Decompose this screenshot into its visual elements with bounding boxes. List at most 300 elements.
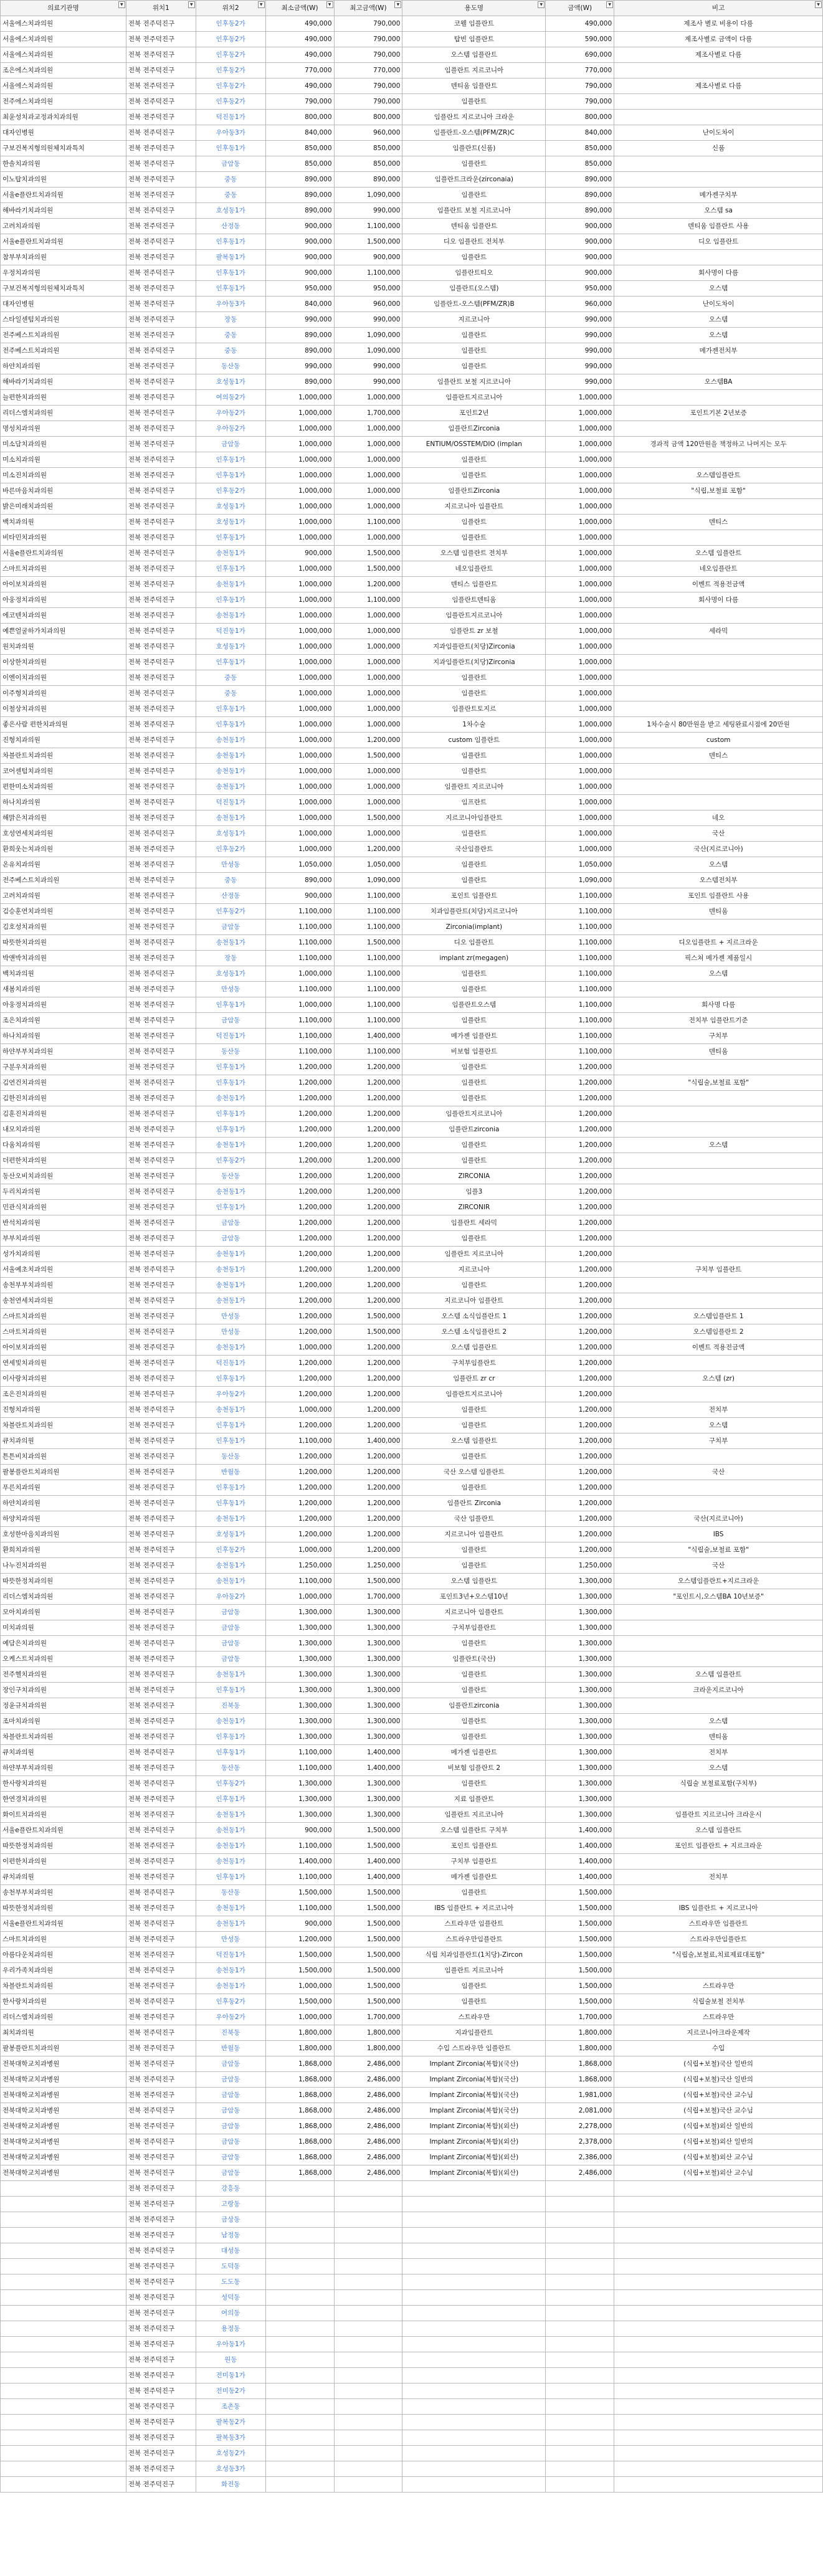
item-name-cell[interactable]: 지르코니아 bbox=[402, 312, 546, 328]
item-name-cell[interactable]: 코웰 임플란트 bbox=[402, 16, 546, 32]
item-name-cell[interactable]: 임플란트 bbox=[402, 982, 546, 997]
item-name-cell[interactable]: 임플란트 bbox=[402, 530, 546, 546]
min-price-cell[interactable]: 770,000 bbox=[265, 63, 334, 78]
min-price-cell[interactable]: 1,000,000 bbox=[265, 779, 334, 795]
max-price-cell[interactable]: 1,200,000 bbox=[334, 1293, 402, 1309]
min-price-cell[interactable]: 1,200,000 bbox=[265, 1449, 334, 1465]
location2-cell[interactable]: 금암동 bbox=[196, 2134, 265, 2150]
location2-cell[interactable]: 송천동1가 bbox=[196, 1901, 265, 1916]
min-price-cell[interactable]: 1,500,000 bbox=[265, 1947, 334, 1963]
min-price-cell[interactable] bbox=[265, 2228, 334, 2243]
min-price-cell[interactable]: 1,500,000 bbox=[265, 1963, 334, 1979]
note-cell[interactable] bbox=[614, 1293, 823, 1309]
max-price-cell[interactable]: 1,000,000 bbox=[334, 452, 402, 468]
location2-cell[interactable]: 인후동1가 bbox=[196, 1200, 265, 1215]
location1-cell[interactable]: 전북 전주덕진구 bbox=[126, 1480, 196, 1496]
facility-name-cell[interactable]: 전주베스트치과의원 bbox=[1, 328, 126, 343]
item-name-cell[interactable]: 비보험 임플란트 2 bbox=[402, 1761, 546, 1776]
location1-cell[interactable]: 전북 전주덕진구 bbox=[126, 1714, 196, 1729]
max-price-cell[interactable]: 1,500,000 bbox=[334, 546, 402, 561]
item-name-cell[interactable]: 임플란트 bbox=[402, 1418, 546, 1433]
min-price-cell[interactable]: 1,000,000 bbox=[265, 701, 334, 717]
location1-cell[interactable]: 전북 전주덕진구 bbox=[126, 1106, 196, 1122]
max-price-cell[interactable]: 1,500,000 bbox=[334, 1916, 402, 1932]
min-price-cell[interactable]: 890,000 bbox=[265, 188, 334, 203]
location2-cell[interactable]: 만성동 bbox=[196, 1324, 265, 1340]
price-cell[interactable] bbox=[546, 2368, 614, 2384]
item-name-cell[interactable]: 임플란트 지르코니아 bbox=[402, 779, 546, 795]
note-cell[interactable]: 식립술 보철료포함(구치부) bbox=[614, 1776, 823, 1792]
location1-cell[interactable]: 전북 전주덕진구 bbox=[126, 2384, 196, 2399]
location2-cell[interactable]: 인후동1가 bbox=[196, 561, 265, 577]
max-price-cell[interactable] bbox=[334, 2259, 402, 2274]
facility-name-cell[interactable] bbox=[1, 2306, 126, 2321]
location2-cell[interactable]: 도도동 bbox=[196, 2274, 265, 2290]
max-price-cell[interactable] bbox=[334, 2274, 402, 2290]
note-cell[interactable] bbox=[614, 1854, 823, 1870]
price-cell[interactable]: 990,000 bbox=[546, 374, 614, 390]
note-cell[interactable]: 회사명이 다름 bbox=[614, 592, 823, 608]
facility-name-cell[interactable]: 이철상치과의원 bbox=[1, 701, 126, 717]
item-name-cell[interactable]: 구치부임플란트 bbox=[402, 1356, 546, 1371]
note-cell[interactable] bbox=[614, 390, 823, 406]
facility-name-cell[interactable]: 하얀부부치과의원 bbox=[1, 1761, 126, 1776]
location1-cell[interactable]: 전북 전주덕진구 bbox=[126, 406, 196, 421]
min-price-cell[interactable]: 1,100,000 bbox=[265, 1761, 334, 1776]
item-name-cell[interactable]: 메가젠 임플란트 bbox=[402, 1029, 546, 1044]
min-price-cell[interactable]: 1,000,000 bbox=[265, 1589, 334, 1605]
location2-cell[interactable]: 송천동1가 bbox=[196, 1854, 265, 1870]
facility-name-cell[interactable] bbox=[1, 2274, 126, 2290]
location2-cell[interactable]: 인후동2가 bbox=[196, 16, 265, 32]
location2-cell[interactable]: 우아동2가 bbox=[196, 406, 265, 421]
location1-cell[interactable]: 전북 전주덕진구 bbox=[126, 1511, 196, 1527]
item-name-cell[interactable]: 임플란트 bbox=[402, 1994, 546, 2010]
price-cell[interactable] bbox=[546, 2197, 614, 2212]
price-cell[interactable]: 1,300,000 bbox=[546, 1652, 614, 1667]
note-cell[interactable]: 오스템 bbox=[614, 1761, 823, 1776]
location2-cell[interactable]: 만성동 bbox=[196, 1309, 265, 1324]
note-cell[interactable]: custom bbox=[614, 733, 823, 748]
facility-name-cell[interactable]: 따뜻한정치과의원 bbox=[1, 1838, 126, 1854]
max-price-cell[interactable]: 1,090,000 bbox=[334, 873, 402, 888]
price-cell[interactable]: 1,200,000 bbox=[546, 1262, 614, 1278]
price-cell[interactable]: 1,250,000 bbox=[546, 1558, 614, 1574]
min-price-cell[interactable]: 1,200,000 bbox=[265, 1418, 334, 1433]
item-name-cell[interactable]: 임플란트 지르코니아 bbox=[402, 1807, 546, 1823]
location1-cell[interactable]: 전북 전주덕진구 bbox=[126, 608, 196, 624]
item-name-cell[interactable]: 오스템 임플란트 bbox=[402, 1574, 546, 1589]
note-cell[interactable]: 이벤트 적용전금액 bbox=[614, 577, 823, 592]
location1-cell[interactable]: 전북 전주덕진구 bbox=[126, 1729, 196, 1745]
min-price-cell[interactable]: 1,000,000 bbox=[265, 561, 334, 577]
location2-cell[interactable]: 인후동1가 bbox=[196, 1729, 265, 1745]
facility-name-cell[interactable]: 편한미소치과의원 bbox=[1, 779, 126, 795]
facility-name-cell[interactable]: 예쁜얼굴하가치과의원 bbox=[1, 624, 126, 639]
item-name-cell[interactable]: 임플란트지르코니아 bbox=[402, 390, 546, 406]
note-cell[interactable]: 신품 bbox=[614, 141, 823, 156]
location1-cell[interactable]: 전북 전주덕진구 bbox=[126, 2352, 196, 2368]
facility-name-cell[interactable] bbox=[1, 2352, 126, 2368]
location1-cell[interactable]: 전북 전주덕진구 bbox=[126, 1138, 196, 1153]
facility-name-cell[interactable]: 성가치과의원 bbox=[1, 1247, 126, 1262]
location1-cell[interactable]: 전북 전주덕진구 bbox=[126, 1496, 196, 1511]
facility-name-cell[interactable]: 서울e플란트치과의원 bbox=[1, 234, 126, 250]
max-price-cell[interactable]: 1,500,000 bbox=[334, 1963, 402, 1979]
item-name-cell[interactable]: 임플란트zirconia bbox=[402, 1698, 546, 1714]
location2-cell[interactable]: 호성동3가 bbox=[196, 2461, 265, 2477]
item-name-cell[interactable]: 임플란트 Zirconia bbox=[402, 1496, 546, 1511]
max-price-cell[interactable]: 1,200,000 bbox=[334, 1542, 402, 1558]
facility-name-cell[interactable]: 하얀치과의원 bbox=[1, 359, 126, 374]
header-cell[interactable]: 금액(W) ▼ bbox=[546, 1, 614, 16]
min-price-cell[interactable]: 1,868,000 bbox=[265, 2165, 334, 2181]
location2-cell[interactable]: 덕진동1가 bbox=[196, 1029, 265, 1044]
min-price-cell[interactable] bbox=[265, 2352, 334, 2368]
price-cell[interactable]: 1,500,000 bbox=[546, 1901, 614, 1916]
min-price-cell[interactable]: 1,800,000 bbox=[265, 2041, 334, 2056]
price-cell[interactable] bbox=[546, 2274, 614, 2290]
facility-name-cell[interactable]: 연세빛치과의원 bbox=[1, 1356, 126, 1371]
facility-name-cell[interactable] bbox=[1, 2430, 126, 2446]
note-cell[interactable] bbox=[614, 1652, 823, 1667]
location1-cell[interactable]: 전북 전주덕진구 bbox=[126, 997, 196, 1013]
item-name-cell[interactable]: 지르코니아 임플란트 bbox=[402, 1527, 546, 1542]
location2-cell[interactable]: 덕진동1가 bbox=[196, 1947, 265, 1963]
max-price-cell[interactable]: 1,200,000 bbox=[334, 1449, 402, 1465]
min-price-cell[interactable]: 1,000,000 bbox=[265, 795, 334, 810]
min-price-cell[interactable]: 1,200,000 bbox=[265, 1465, 334, 1480]
price-cell[interactable] bbox=[546, 2446, 614, 2461]
max-price-cell[interactable]: 1,000,000 bbox=[334, 764, 402, 779]
facility-name-cell[interactable]: 예담은치과의원 bbox=[1, 1636, 126, 1652]
max-price-cell[interactable]: 1,700,000 bbox=[334, 1589, 402, 1605]
max-price-cell[interactable]: 1,000,000 bbox=[334, 639, 402, 655]
location1-cell[interactable]: 전북 전주덕진구 bbox=[126, 2103, 196, 2119]
price-cell[interactable]: 1,200,000 bbox=[546, 1153, 614, 1169]
min-price-cell[interactable]: 1,000,000 bbox=[265, 748, 334, 764]
location2-cell[interactable]: 인후동2가 bbox=[196, 32, 265, 47]
note-cell[interactable] bbox=[614, 1792, 823, 1807]
item-name-cell[interactable]: implant zr(megagen) bbox=[402, 951, 546, 966]
location1-cell[interactable]: 전북 전주덕진구 bbox=[126, 2430, 196, 2446]
note-cell[interactable]: 수입 bbox=[614, 2041, 823, 2056]
max-price-cell[interactable]: 2,486,000 bbox=[334, 2072, 402, 2088]
item-name-cell[interactable]: Implant Zirconia(복합)(외산) bbox=[402, 2150, 546, 2165]
max-price-cell[interactable]: 1,400,000 bbox=[334, 1433, 402, 1449]
note-cell[interactable] bbox=[614, 2243, 823, 2259]
item-name-cell[interactable]: 국산임플란트 bbox=[402, 842, 546, 857]
price-cell[interactable]: 1,000,000 bbox=[546, 842, 614, 857]
dropdown-filter-icon[interactable]: ▼ bbox=[394, 1, 401, 8]
min-price-cell[interactable]: 790,000 bbox=[265, 94, 334, 110]
max-price-cell[interactable]: 1,200,000 bbox=[334, 1527, 402, 1542]
location2-cell[interactable]: 만성동 bbox=[196, 857, 265, 873]
price-cell[interactable]: 1,200,000 bbox=[546, 1169, 614, 1184]
location2-cell[interactable]: 금암동 bbox=[196, 1215, 265, 1231]
item-name-cell[interactable]: 임플란트 지르코니아 크라운 bbox=[402, 110, 546, 125]
price-cell[interactable]: 1,050,000 bbox=[546, 857, 614, 873]
note-cell[interactable] bbox=[614, 359, 823, 374]
item-name-cell[interactable]: 임플란트 bbox=[402, 1060, 546, 1075]
location1-cell[interactable]: 전북 전주덕진구 bbox=[126, 499, 196, 515]
location1-cell[interactable]: 전북 전주덕진구 bbox=[126, 2337, 196, 2352]
note-cell[interactable]: 식립술보철 전치부 bbox=[614, 1994, 823, 2010]
location1-cell[interactable]: 전북 전주덕진구 bbox=[126, 1433, 196, 1449]
location1-cell[interactable]: 전북 전주덕진구 bbox=[126, 1278, 196, 1293]
price-cell[interactable]: 1,090,000 bbox=[546, 873, 614, 888]
price-cell[interactable]: 1,300,000 bbox=[546, 1605, 614, 1620]
max-price-cell[interactable] bbox=[334, 2321, 402, 2337]
note-cell[interactable] bbox=[614, 1091, 823, 1106]
item-name-cell[interactable]: IBS 임플란트 + 지르코니아 bbox=[402, 1901, 546, 1916]
item-name-cell[interactable]: 임플란트 bbox=[402, 328, 546, 343]
item-name-cell[interactable]: custom 임플란트 bbox=[402, 733, 546, 748]
facility-name-cell[interactable]: 대자인병원 bbox=[1, 297, 126, 312]
location2-cell[interactable]: 인후동1가 bbox=[196, 1683, 265, 1698]
item-name-cell[interactable]: 오스템 소식임플란트 1 bbox=[402, 1309, 546, 1324]
max-price-cell[interactable]: 770,000 bbox=[334, 63, 402, 78]
item-name-cell[interactable]: 임플란트 zr cr bbox=[402, 1371, 546, 1387]
item-name-cell[interactable]: 국산 오스템 임플란트 bbox=[402, 1465, 546, 1480]
min-price-cell[interactable]: 840,000 bbox=[265, 125, 334, 141]
item-name-cell[interactable]: 임플3 bbox=[402, 1184, 546, 1200]
location2-cell[interactable]: 인후동2가 bbox=[196, 63, 265, 78]
location2-cell[interactable]: 호성동1가 bbox=[196, 515, 265, 530]
max-price-cell[interactable]: 1,200,000 bbox=[334, 1262, 402, 1278]
item-name-cell[interactable]: Implant Zirconia(복합)(외산) bbox=[402, 2119, 546, 2134]
note-cell[interactable]: 디오 임플란트 bbox=[614, 234, 823, 250]
facility-name-cell[interactable]: 우리가족치과의원 bbox=[1, 1963, 126, 1979]
price-cell[interactable]: 1,200,000 bbox=[546, 1465, 614, 1480]
location2-cell[interactable]: 송천동1가 bbox=[196, 577, 265, 592]
location1-cell[interactable]: 전북 전주덕진구 bbox=[126, 951, 196, 966]
item-name-cell[interactable]: 임플란트 bbox=[402, 1480, 546, 1496]
min-price-cell[interactable]: 950,000 bbox=[265, 281, 334, 297]
note-cell[interactable]: 디오임플란트 + 지르크라운 bbox=[614, 935, 823, 951]
note-cell[interactable] bbox=[614, 1963, 823, 1979]
location2-cell[interactable]: 금암동 bbox=[196, 1620, 265, 1636]
price-cell[interactable] bbox=[546, 2415, 614, 2430]
header-cell[interactable]: 비고 ▼ bbox=[614, 1, 823, 16]
item-name-cell[interactable] bbox=[402, 2446, 546, 2461]
min-price-cell[interactable] bbox=[265, 2290, 334, 2306]
facility-name-cell[interactable]: 아이보치과의원 bbox=[1, 577, 126, 592]
location1-cell[interactable]: 전북 전주덕진구 bbox=[126, 1449, 196, 1465]
max-price-cell[interactable]: 2,486,000 bbox=[334, 2150, 402, 2165]
facility-name-cell[interactable]: 전북대학교치과병원 bbox=[1, 2088, 126, 2103]
item-name-cell[interactable]: Implant Zirconia(복합)(국산) bbox=[402, 2072, 546, 2088]
min-price-cell[interactable]: 1,000,000 bbox=[265, 483, 334, 499]
location1-cell[interactable]: 전북 전주덕진구 bbox=[126, 1979, 196, 1994]
facility-name-cell[interactable]: 전주베스트치과의원 bbox=[1, 873, 126, 888]
max-price-cell[interactable]: 1,100,000 bbox=[334, 966, 402, 982]
min-price-cell[interactable]: 1,100,000 bbox=[265, 1901, 334, 1916]
location2-cell[interactable]: 인후동2가 bbox=[196, 47, 265, 63]
location1-cell[interactable]: 전북 전주덕진구 bbox=[126, 1947, 196, 1963]
note-cell[interactable]: 구치부 bbox=[614, 1029, 823, 1044]
min-price-cell[interactable]: 1,100,000 bbox=[265, 951, 334, 966]
max-price-cell[interactable]: 1,500,000 bbox=[334, 1901, 402, 1916]
note-cell[interactable]: 덴티움 bbox=[614, 1729, 823, 1745]
min-price-cell[interactable]: 1,100,000 bbox=[265, 1870, 334, 1885]
price-cell[interactable]: 1,000,000 bbox=[546, 748, 614, 764]
location1-cell[interactable]: 전북 전주덕진구 bbox=[126, 156, 196, 172]
note-cell[interactable]: (식립+보철)국산 교수님 bbox=[614, 2103, 823, 2119]
min-price-cell[interactable]: 1,868,000 bbox=[265, 2056, 334, 2072]
price-cell[interactable]: 1,000,000 bbox=[546, 577, 614, 592]
note-cell[interactable] bbox=[614, 1231, 823, 1247]
min-price-cell[interactable]: 1,000,000 bbox=[265, 810, 334, 826]
max-price-cell[interactable]: 1,250,000 bbox=[334, 1558, 402, 1574]
note-cell[interactable] bbox=[614, 499, 823, 515]
price-cell[interactable]: 1,200,000 bbox=[546, 1480, 614, 1496]
location1-cell[interactable]: 전북 전주덕진구 bbox=[126, 1823, 196, 1838]
note-cell[interactable] bbox=[614, 1620, 823, 1636]
max-price-cell[interactable]: 1,300,000 bbox=[334, 1683, 402, 1698]
note-cell[interactable] bbox=[614, 94, 823, 110]
note-cell[interactable]: 전치부 bbox=[614, 1870, 823, 1885]
location1-cell[interactable]: 전북 전주덕진구 bbox=[126, 1620, 196, 1636]
price-cell[interactable]: 1,500,000 bbox=[546, 1932, 614, 1947]
facility-name-cell[interactable]: 김승훈연치과의원 bbox=[1, 904, 126, 920]
price-cell[interactable] bbox=[546, 2337, 614, 2352]
location2-cell[interactable]: 인후동1가 bbox=[196, 1870, 265, 1885]
facility-name-cell[interactable]: 전북대학교치과병원 bbox=[1, 2103, 126, 2119]
facility-name-cell[interactable]: 조은진치과의원 bbox=[1, 1387, 126, 1402]
location1-cell[interactable]: 전북 전주덕진구 bbox=[126, 94, 196, 110]
max-price-cell[interactable] bbox=[334, 2430, 402, 2446]
price-cell[interactable]: 2,278,000 bbox=[546, 2119, 614, 2134]
max-price-cell[interactable]: 1,200,000 bbox=[334, 1278, 402, 1293]
note-cell[interactable]: 지르코니아크라운제작 bbox=[614, 2025, 823, 2041]
facility-name-cell[interactable]: 서울에스치과의원 bbox=[1, 32, 126, 47]
note-cell[interactable] bbox=[614, 2290, 823, 2306]
max-price-cell[interactable]: 1,300,000 bbox=[334, 1605, 402, 1620]
min-price-cell[interactable]: 1,100,000 bbox=[265, 1029, 334, 1044]
max-price-cell[interactable] bbox=[334, 2306, 402, 2321]
location2-cell[interactable]: 덕진동1가 bbox=[196, 624, 265, 639]
max-price-cell[interactable]: 1,200,000 bbox=[334, 1169, 402, 1184]
max-price-cell[interactable]: 1,500,000 bbox=[334, 1979, 402, 1994]
location2-cell[interactable]: 진북동 bbox=[196, 2025, 265, 2041]
item-name-cell[interactable]: 임플란트 보철 지르코니아 bbox=[402, 374, 546, 390]
item-name-cell[interactable]: 임플란트(오스템) bbox=[402, 281, 546, 297]
location1-cell[interactable]: 전북 전주덕진구 bbox=[126, 328, 196, 343]
min-price-cell[interactable]: 490,000 bbox=[265, 47, 334, 63]
min-price-cell[interactable]: 1,000,000 bbox=[265, 452, 334, 468]
item-name-cell[interactable]: 임플란트크라운(zirconaia) bbox=[402, 172, 546, 188]
facility-name-cell[interactable]: 해맑은치과의원 bbox=[1, 810, 126, 826]
location2-cell[interactable]: 진북동 bbox=[196, 1698, 265, 1714]
min-price-cell[interactable]: 1,200,000 bbox=[265, 1247, 334, 1262]
min-price-cell[interactable] bbox=[265, 2197, 334, 2212]
location1-cell[interactable]: 전북 전주덕진구 bbox=[126, 686, 196, 701]
min-price-cell[interactable]: 1,000,000 bbox=[265, 655, 334, 670]
min-price-cell[interactable]: 1,100,000 bbox=[265, 1745, 334, 1761]
item-name-cell[interactable]: 임플란트 bbox=[402, 857, 546, 873]
location1-cell[interactable]: 전북 전주덕진구 bbox=[126, 624, 196, 639]
max-price-cell[interactable]: 1,200,000 bbox=[334, 1511, 402, 1527]
price-cell[interactable]: 1,100,000 bbox=[546, 935, 614, 951]
facility-name-cell[interactable]: 푸른치과의원 bbox=[1, 1480, 126, 1496]
min-price-cell[interactable]: 1,000,000 bbox=[265, 437, 334, 452]
price-cell[interactable] bbox=[546, 2181, 614, 2197]
note-cell[interactable]: "식립술,보철료 포함" bbox=[614, 1542, 823, 1558]
note-cell[interactable]: "식립술,보철료,치료제료대포함" bbox=[614, 1947, 823, 1963]
location1-cell[interactable]: 전북 전주덕진구 bbox=[126, 888, 196, 904]
note-cell[interactable] bbox=[614, 421, 823, 437]
note-cell[interactable]: 경과적 금액 120만원을 책정하고 나머지는 모두 bbox=[614, 437, 823, 452]
location1-cell[interactable]: 전북 전주덕진구 bbox=[126, 2274, 196, 2290]
facility-name-cell[interactable]: 호성한마음치과의원 bbox=[1, 1527, 126, 1542]
note-cell[interactable] bbox=[614, 1885, 823, 1901]
note-cell[interactable]: (식립+보철)외산 일반의 bbox=[614, 2119, 823, 2134]
location2-cell[interactable]: 송천동1가 bbox=[196, 1807, 265, 1823]
facility-name-cell[interactable]: 전북대학교치과병원 bbox=[1, 2119, 126, 2134]
item-name-cell[interactable]: 임플란트 bbox=[402, 343, 546, 359]
min-price-cell[interactable]: 1,000,000 bbox=[265, 670, 334, 686]
location2-cell[interactable]: 팔복동3가 bbox=[196, 2430, 265, 2446]
location2-cell[interactable]: 송천동1가 bbox=[196, 1667, 265, 1683]
location2-cell[interactable]: 인후동1가 bbox=[196, 468, 265, 483]
min-price-cell[interactable]: 1,000,000 bbox=[265, 733, 334, 748]
min-price-cell[interactable]: 1,100,000 bbox=[265, 1433, 334, 1449]
location1-cell[interactable]: 전북 전주덕진구 bbox=[126, 1075, 196, 1091]
max-price-cell[interactable]: 1,200,000 bbox=[334, 1371, 402, 1387]
item-name-cell[interactable] bbox=[402, 2212, 546, 2228]
max-price-cell[interactable]: 1,500,000 bbox=[334, 1932, 402, 1947]
price-cell[interactable]: 1,100,000 bbox=[546, 982, 614, 997]
facility-name-cell[interactable]: 미소치과의원 bbox=[1, 452, 126, 468]
location2-cell[interactable]: 금암동 bbox=[196, 2072, 265, 2088]
min-price-cell[interactable]: 490,000 bbox=[265, 16, 334, 32]
note-cell[interactable]: 스트라우만임플란트 bbox=[614, 1932, 823, 1947]
location2-cell[interactable]: 송천동1가 bbox=[196, 1511, 265, 1527]
facility-name-cell[interactable]: 튼튼비치과의원 bbox=[1, 1449, 126, 1465]
item-name-cell[interactable]: 임플란트지르코니아 bbox=[402, 1106, 546, 1122]
price-cell[interactable]: 1,200,000 bbox=[546, 1433, 614, 1449]
max-price-cell[interactable]: 1,000,000 bbox=[334, 717, 402, 733]
location2-cell[interactable]: 금암동 bbox=[196, 156, 265, 172]
price-cell[interactable]: 1,500,000 bbox=[546, 1885, 614, 1901]
min-price-cell[interactable]: 840,000 bbox=[265, 297, 334, 312]
facility-name-cell[interactable]: 서울e플란트치과의원 bbox=[1, 546, 126, 561]
max-price-cell[interactable]: 1,100,000 bbox=[334, 1044, 402, 1060]
location2-cell[interactable]: 중동 bbox=[196, 873, 265, 888]
price-cell[interactable]: 1,200,000 bbox=[546, 1340, 614, 1356]
facility-name-cell[interactable]: 스마트치과의원 bbox=[1, 1932, 126, 1947]
price-cell[interactable]: 1,200,000 bbox=[546, 1527, 614, 1542]
location2-cell[interactable]: 송천동1가 bbox=[196, 1091, 265, 1106]
min-price-cell[interactable]: 1,868,000 bbox=[265, 2134, 334, 2150]
location1-cell[interactable]: 전북 전주덕진구 bbox=[126, 764, 196, 779]
min-price-cell[interactable]: 890,000 bbox=[265, 203, 334, 219]
location2-cell[interactable]: 송천동1가 bbox=[196, 1916, 265, 1932]
price-cell[interactable]: 1,000,000 bbox=[546, 437, 614, 452]
location2-cell[interactable]: 인후동1가 bbox=[196, 1075, 265, 1091]
location2-cell[interactable]: 송천동1가 bbox=[196, 748, 265, 764]
facility-name-cell[interactable]: 고려치과의원 bbox=[1, 219, 126, 234]
price-cell[interactable]: 1,500,000 bbox=[546, 1963, 614, 1979]
facility-name-cell[interactable]: 서울에스치과의원 bbox=[1, 78, 126, 94]
item-name-cell[interactable]: ZIRCONIA bbox=[402, 1169, 546, 1184]
location1-cell[interactable]: 전북 전주덕진구 bbox=[126, 343, 196, 359]
facility-name-cell[interactable]: 하나치과의원 bbox=[1, 795, 126, 810]
item-name-cell[interactable]: 구치부 임플란트 bbox=[402, 1854, 546, 1870]
max-price-cell[interactable]: 1,100,000 bbox=[334, 515, 402, 530]
facility-name-cell[interactable]: 하얀치과의원 bbox=[1, 1496, 126, 1511]
